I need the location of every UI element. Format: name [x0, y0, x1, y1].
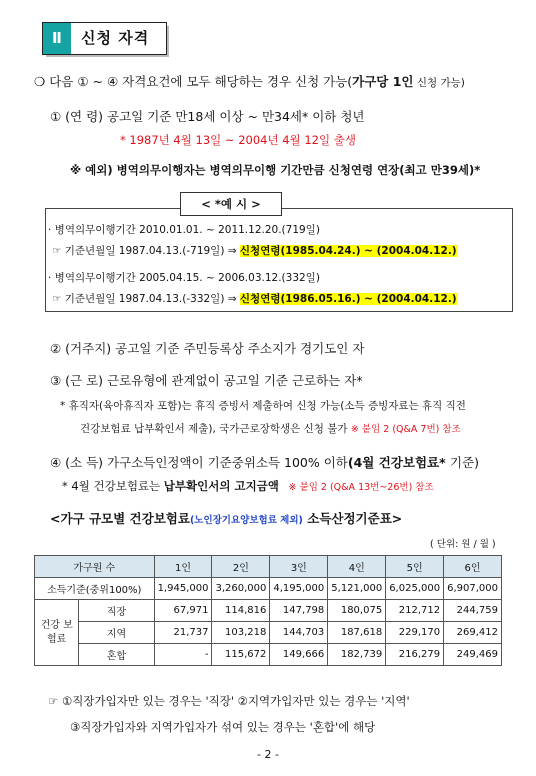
section-header	[42, 22, 167, 55]
table-unit: ( 단위: 원 / 월 )	[430, 539, 496, 550]
table-cell: 103,218	[212, 622, 270, 644]
work-note-2-text: 건강보험료 납부확인서 제출), 국가근로장학생은 신청 불가	[80, 423, 348, 435]
table-title	[50, 509, 402, 527]
table-cell: 216,279	[386, 644, 444, 666]
table-cell: 212,712	[386, 600, 444, 622]
table-header-cell: 5인	[386, 556, 444, 578]
income-note-text: * 4월 건강보험료는	[62, 479, 164, 493]
table-cell: 6,025,000	[386, 578, 444, 600]
footnote-line-1: ☞ ①직장가입자만 있는 경우는 '직장' ②지역가입자만 있는 경우는 '지역'	[48, 694, 410, 708]
table-header-cell: 가구원 수	[35, 556, 155, 578]
table-cell: 149,666	[270, 644, 328, 666]
row-label: 지역	[79, 622, 154, 644]
table-row	[35, 644, 502, 666]
table-cell: 3,260,000	[212, 578, 270, 600]
example-title: < *예 시 >	[180, 192, 282, 216]
table-header-cell: 2인	[212, 556, 270, 578]
intro-tail: 신청 가능)	[413, 77, 465, 89]
intro-bullet: ❍	[34, 74, 46, 89]
income-note-bold: 납부확인서의 고지금액	[163, 479, 279, 493]
table-cell: 21,737	[154, 622, 212, 644]
table-header-cell: 6인	[444, 556, 502, 578]
table-title-sub: (노인장기요양보험료 제외)	[189, 515, 303, 526]
table-cell: 114,816	[212, 600, 270, 622]
income-note	[62, 478, 434, 494]
income-requirement	[50, 453, 479, 471]
group-label: 건강 보험료	[35, 600, 79, 666]
income-note-ref: ※ 붙임 2 (Q&A 13번~26번) 참조	[288, 482, 434, 493]
example1-base: ☞ 기준년월일 1987.04.13.(-719일) ⇒	[52, 245, 240, 257]
table-cell: 269,412	[444, 622, 502, 644]
standard-label: 소득기준(중위100%)	[35, 578, 155, 600]
example2-result: 신청연령(1986.05.16.) ~ (2004.04.12.)	[239, 293, 457, 305]
row-label: 혼합	[79, 644, 154, 666]
table-cell: 229,170	[386, 622, 444, 644]
table-cell: 144,703	[270, 622, 328, 644]
table-row	[35, 622, 502, 644]
table-row	[35, 578, 502, 600]
example2-base: ☞ 기준년월일 1987.04.13.(-332일) ⇒	[52, 293, 240, 305]
table-cell: 182,739	[328, 644, 386, 666]
table-cell: 187,618	[328, 622, 386, 644]
section-number: Ⅱ	[43, 23, 71, 54]
table-cell: 249,469	[444, 644, 502, 666]
example1-result: 신청연령(1985.04.24.) ~ (2004.04.12.)	[239, 245, 457, 257]
age-requirement: ① (연 령) 공고일 기준 만18세 이상 ~ 만34세* 이하 청년	[50, 109, 365, 124]
table-cell: -	[154, 644, 212, 666]
table-cell: 115,672	[212, 644, 270, 666]
table-cell: 147,798	[270, 600, 328, 622]
page-number: - 2 -	[257, 748, 279, 761]
table-cell: 4,195,000	[270, 578, 328, 600]
table-header-row	[35, 556, 502, 578]
work-note-2-ref: ※ 붙임 2 (Q&A 7번) 참조	[350, 424, 461, 435]
work-requirement: ③ (근 로) 근로유형에 관계없이 공고일 기준 근로하는 자*	[50, 373, 363, 388]
intro-line	[34, 72, 465, 90]
income-line-bold: (4월 건강보험료*	[347, 455, 450, 470]
table-header-cell: 1인	[154, 556, 212, 578]
income-line-tail: 기준)	[450, 455, 480, 470]
table-title-post: 소득산정기준표>	[302, 511, 403, 526]
income-line: ④ (소 득) 가구소득인정액이 기준중위소득 100% 이하	[50, 455, 348, 470]
row-label: 직장	[79, 600, 154, 622]
footnote-line-2: ③직장가입자와 지역가입자가 섞여 있는 경우는 '혼합'에 해당	[70, 720, 376, 734]
example1-result-line	[52, 243, 457, 258]
military-exception: ※ 예외) 병역의무이행자는 병역의무이행 기간만큼 신청연령 연장(최고 만39세)*	[70, 163, 481, 177]
intro-bold: 가구당 1인	[352, 74, 414, 89]
example2-period: · 병역의무이행기간 2005.04.15. ~ 2006.03.12.(332일)	[48, 272, 320, 284]
table-header-cell: 4인	[328, 556, 386, 578]
table-cell: 244,759	[444, 600, 502, 622]
table-title-pre: <가구 규모별 건강보험료	[50, 511, 190, 526]
work-note-2	[80, 421, 461, 436]
age-birth-range: * 1987년 4월 13일 ~ 2004년 4월 12일 출생	[120, 133, 356, 147]
table-cell: 5,121,000	[328, 578, 386, 600]
income-table	[34, 555, 502, 666]
intro-text: 다음 ① ~ ④ 자격요건에 모두 해당하는 경우 신청 가능(	[49, 74, 353, 89]
table-cell: 6,907,000	[444, 578, 502, 600]
table-cell: 67,971	[154, 600, 212, 622]
section-title: 신청 자격	[81, 29, 150, 47]
table-header-cell: 3인	[270, 556, 328, 578]
residence-requirement: ② (거주지) 공고일 기준 주민등록상 주소지가 경기도인 자	[50, 341, 365, 356]
table-row	[35, 600, 502, 622]
work-note-1: * 휴직자(육아휴직자 포함)는 휴직 증빙서 제출하여 신청 가능(소득 증빙자료는 휴직 직전	[60, 400, 466, 412]
example1-period: · 병역의무이행기간 2010.01.01. ~ 2011.12.20.(719일)	[48, 224, 320, 236]
table-cell: 1,945,000	[154, 578, 212, 600]
example2-result-line	[52, 291, 457, 306]
table-cell: 180,075	[328, 600, 386, 622]
